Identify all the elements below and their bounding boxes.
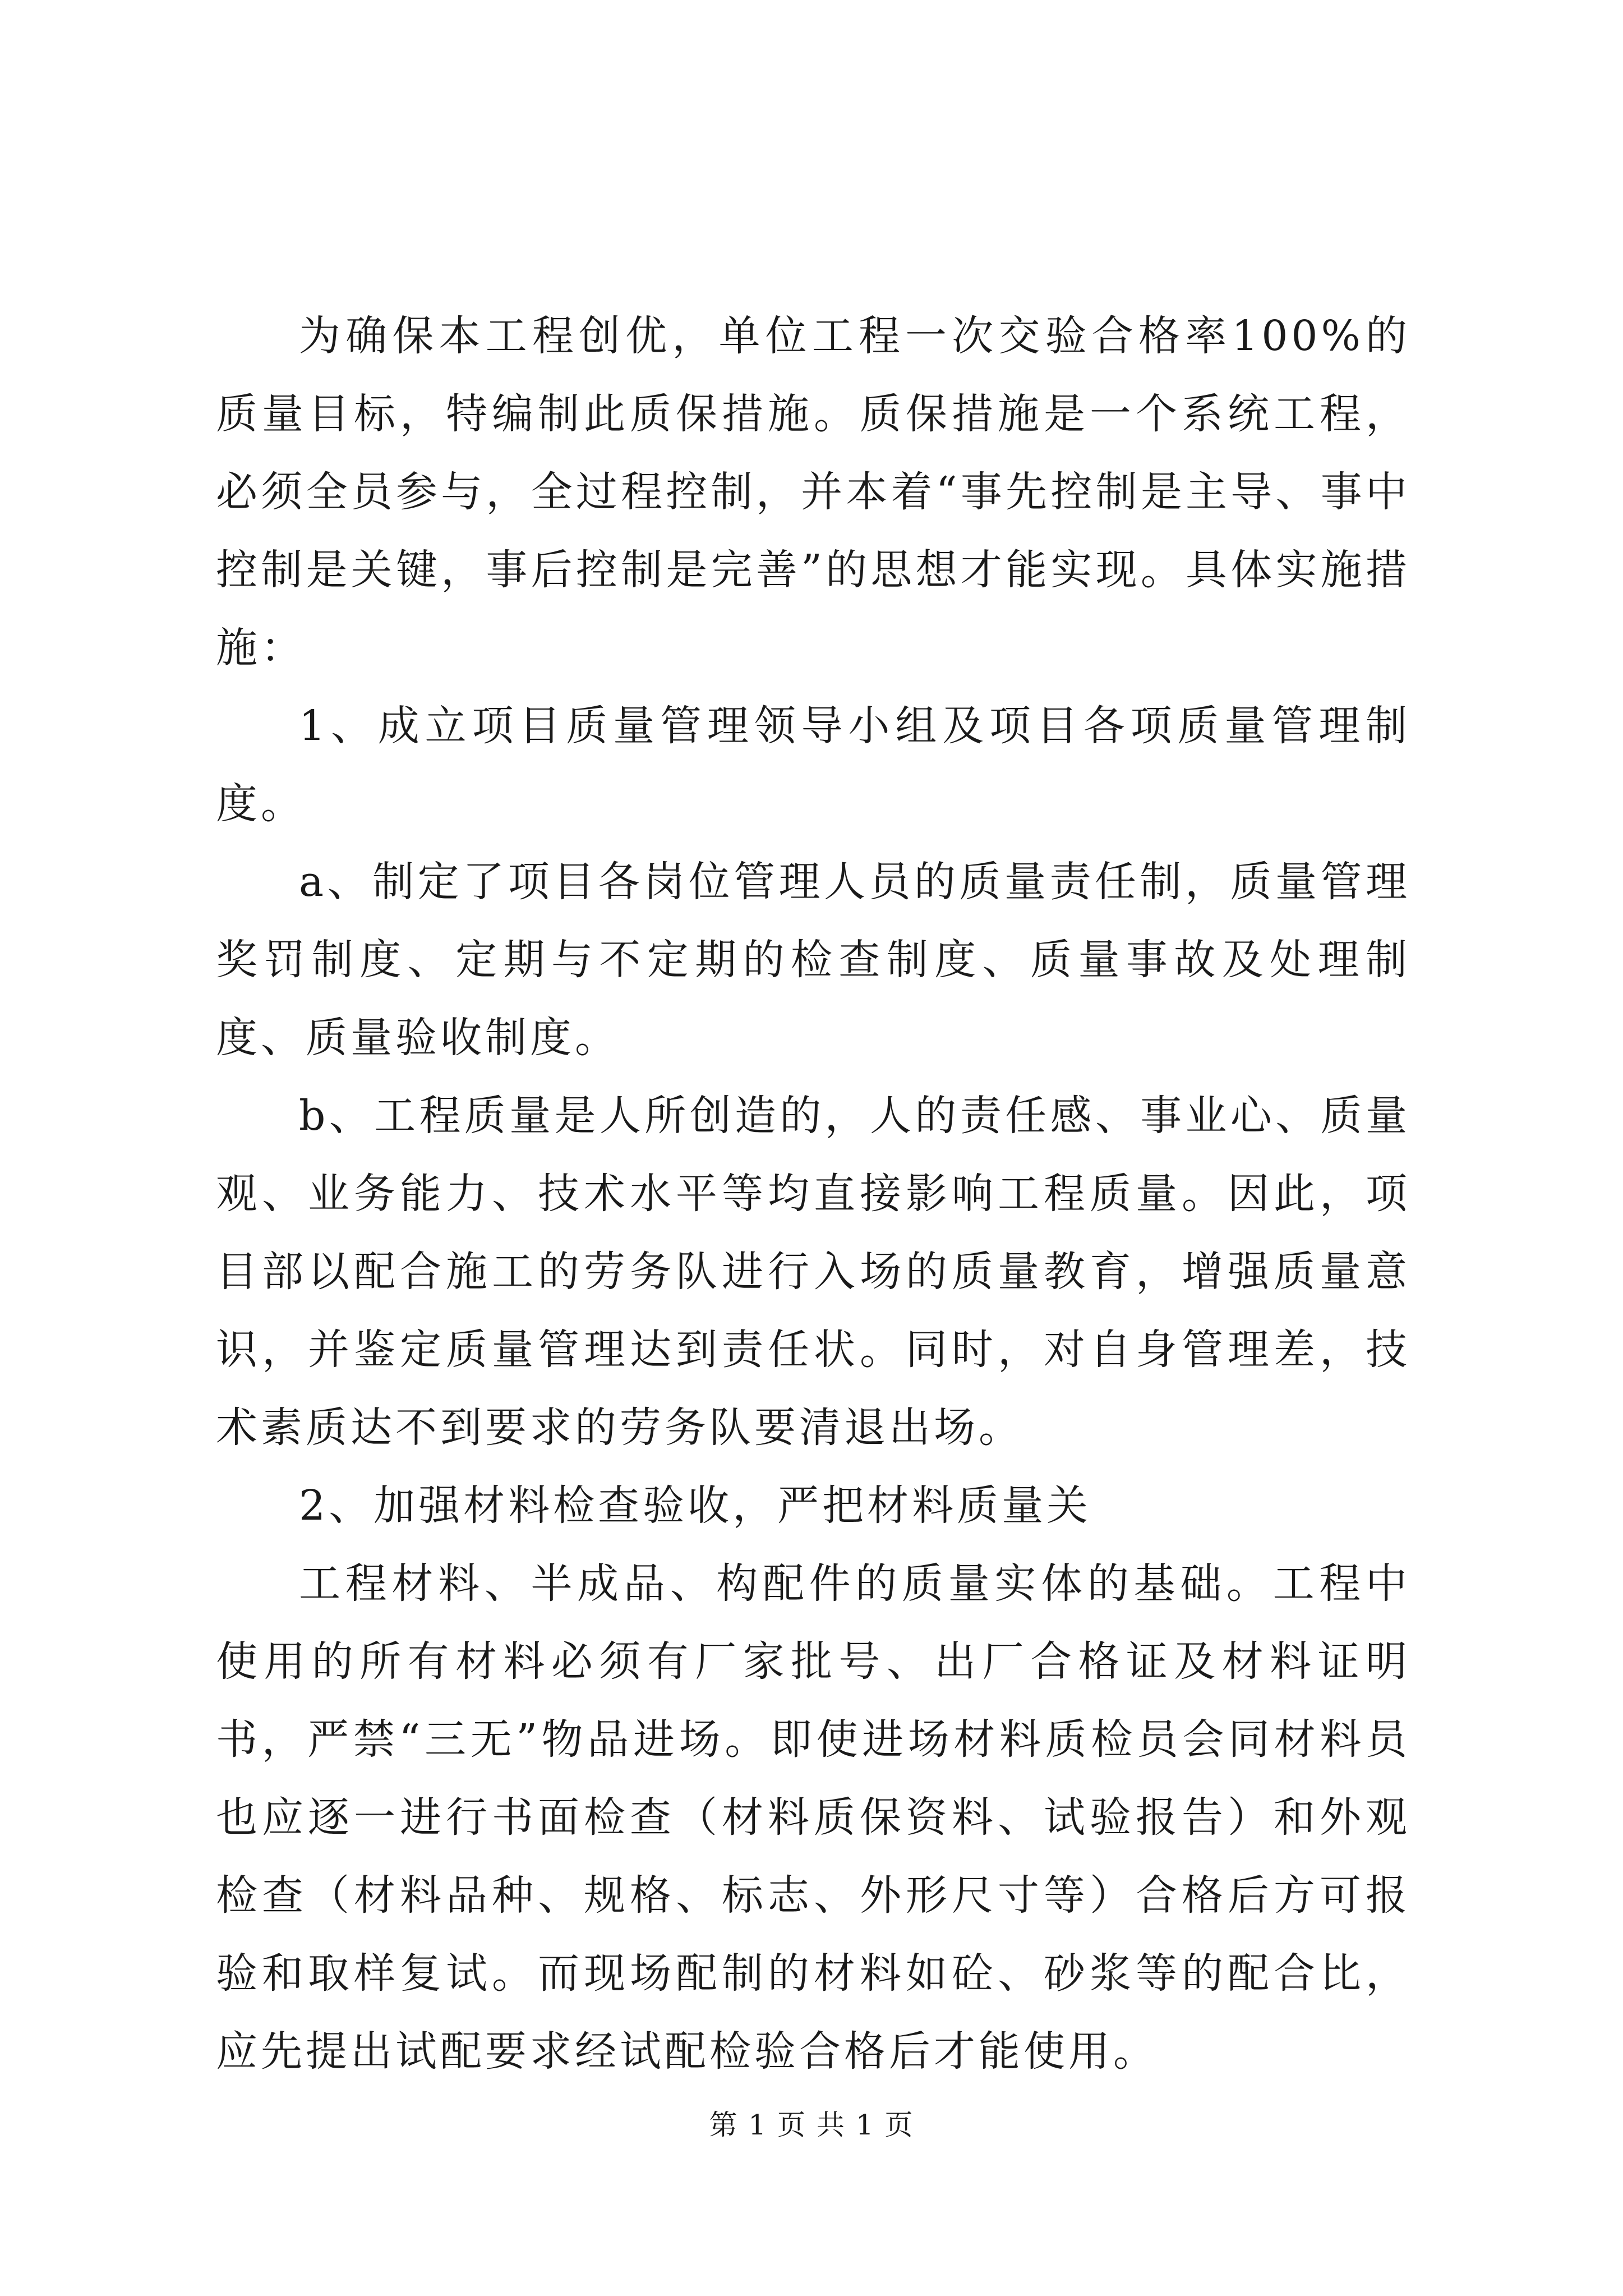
paragraph-item-1: 1、成立项目质量管理领导小组及项目各项质量管理制度。 (216, 702, 1410, 828)
paragraph-item-a: a、制定了项目各岗位管理人员的质量责任制，质量管理奖罚制度、定期与不定期的检查制度、质量事故及处理制度、质量验收制度。 (216, 858, 1410, 1062)
paragraph-item-b: b、工程质量是人所创造的，人的责任感、事业心、质量观、业务能力、技术水平等均直接影响工程质量。因此，项目部以配合施工的劳务队进行入场的质量教育，增强质量意识，并鉴定质量管理达到责任状。同时，对自身管理差，技术素质达不到要求的劳务队要清退出场。 (216, 1092, 1410, 1452)
page-footer: 第 1 页 共 1 页 (709, 2109, 914, 2141)
document-body (216, 297, 1410, 2091)
paragraph-materials: 工程材料、半成品、构配件的质量实体的基础。工程中使用的所有材料必须有厂家批号、出厂合格证及材料证明书，严禁“三无”物品进场。即使进场材料质检员会同材料员也应逐一进行书面检查（材料质保资料、试验报告）和外观检查（材料品种、规格、标志、外形尺寸等）合格后方可报验和取样复试。而现场配制的材料如砼、砂浆等的配合比，应先提出试配要求经试配检验合格后才能使用。 (216, 1559, 1410, 2076)
paragraph-intro: 为确保本工程创优，单位工程一次交验合格率100%的质量目标，特编制此质保措施。质保措施是一个系统工程，必须全员参与，全过程控制，并本着“事先控制是主导、事中控制是关键，事后控制是完善”的思想才能实现。具体实施措施： (216, 312, 1410, 672)
paragraph-item-2: 2、加强材料检查验收，严把材料质量关 (299, 1481, 1092, 1530)
